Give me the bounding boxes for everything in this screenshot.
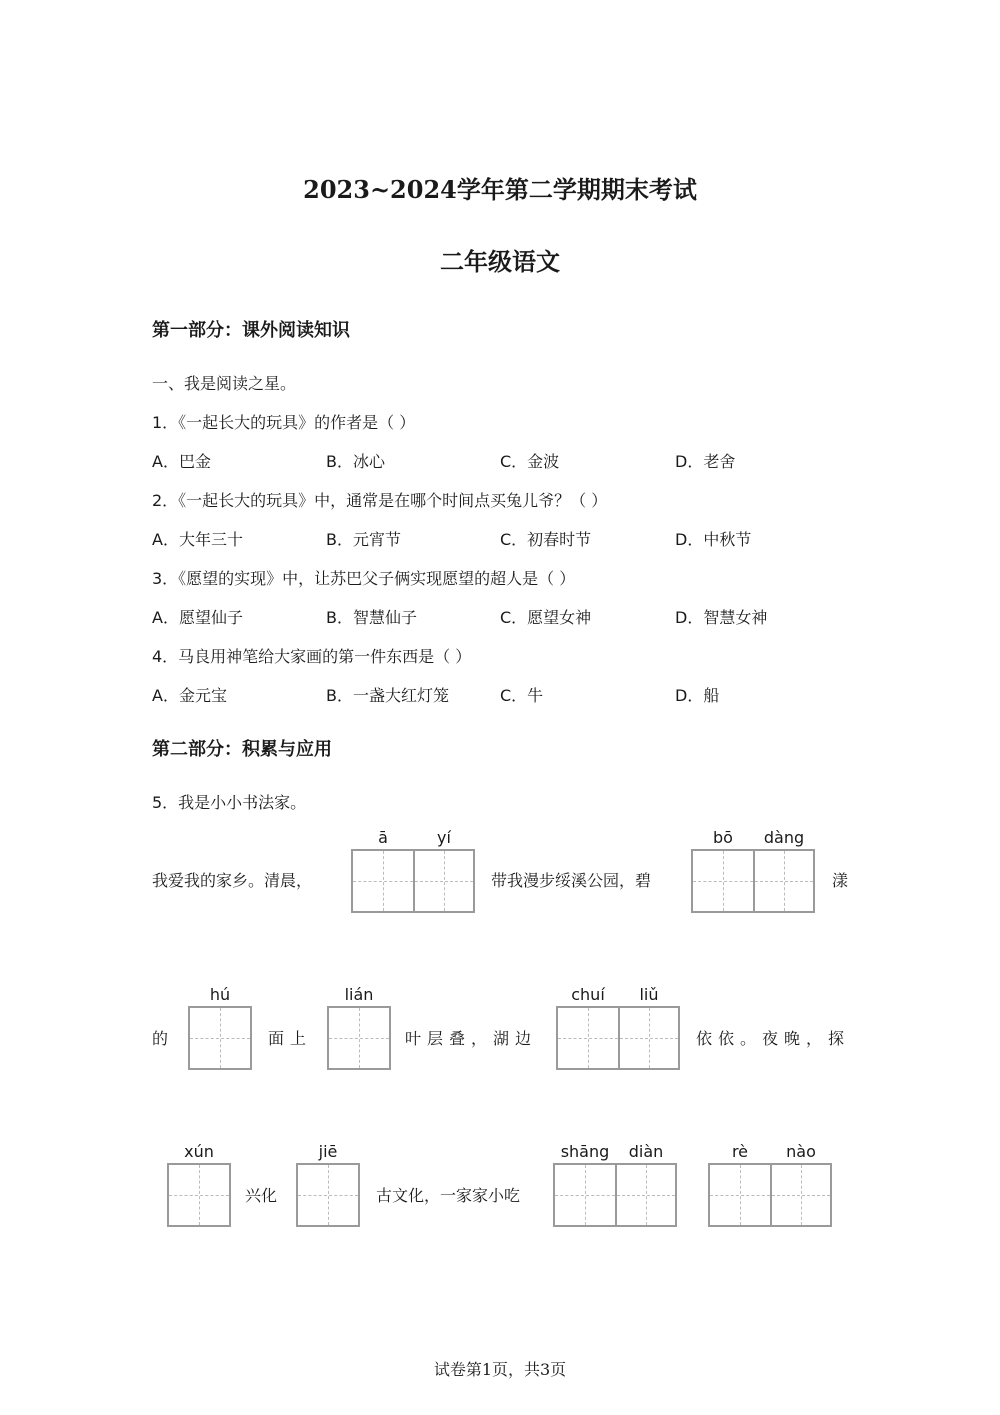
passage-text: 依依。夜晚，探	[696, 1029, 851, 1048]
passage-text: 的	[152, 1029, 169, 1048]
question-4-option-d[interactable]: D．船	[675, 686, 720, 705]
question-1-option-a[interactable]: A．巴金	[152, 452, 211, 471]
pinyin-label: yí	[437, 828, 451, 847]
exam-title: 2023~2024学年第二学期期末考试	[303, 175, 697, 204]
writing-cell[interactable]	[329, 1008, 389, 1068]
passage-text: 面上	[268, 1029, 313, 1048]
pinyin-label: shāng	[560, 1142, 610, 1161]
question-2-option-c[interactable]: C．初春时节	[500, 530, 592, 549]
writing-grid-xun[interactable]	[167, 1163, 231, 1227]
pinyin-label: liǔ	[639, 985, 659, 1004]
writing-cell[interactable]	[413, 851, 473, 911]
pinyin-label: lián	[344, 985, 374, 1004]
writing-cell[interactable]	[753, 851, 813, 911]
pinyin-label: dàng	[763, 828, 805, 847]
pinyin-label: chuí	[571, 985, 605, 1004]
pinyin-label: nào	[786, 1142, 816, 1161]
writing-cell[interactable]	[169, 1165, 229, 1225]
pinyin-label: xún	[184, 1142, 214, 1161]
question-3-option-d[interactable]: D．智慧女神	[675, 608, 768, 627]
writing-grid-jie[interactable]	[296, 1163, 360, 1227]
question-3-option-c[interactable]: C．愿望女神	[500, 608, 592, 627]
writing-grid-hu[interactable]	[188, 1006, 252, 1070]
pinyin-label: hú	[209, 985, 231, 1004]
writing-cell[interactable]	[555, 1165, 615, 1225]
writing-cell[interactable]	[618, 1008, 678, 1068]
question-1-option-b[interactable]: B．冰心	[326, 452, 385, 471]
question-2-option-d[interactable]: D．中秋节	[675, 530, 752, 549]
passage-text: 带我漫步绥溪公园，碧	[491, 871, 652, 890]
writing-cell[interactable]	[770, 1165, 830, 1225]
question-4-option-c[interactable]: C．牛	[500, 686, 544, 705]
question-2-stem: 2．《一起长大的玩具》中，通常是在哪个时间点买兔儿爷？（ ）	[152, 491, 608, 510]
question-3-stem: 3．《愿望的实现》中，让苏巴父子俩实现愿望的超人是（ ）	[152, 569, 576, 588]
question-1-option-c[interactable]: C．金波	[500, 452, 560, 471]
question-4-option-a[interactable]: A．金元宝	[152, 686, 227, 705]
pinyin-label: jiē	[318, 1142, 338, 1161]
page-footer: 试卷第1页，共3页	[433, 1360, 567, 1379]
writing-grid-chui-liu[interactable]	[556, 1006, 680, 1070]
question-4-stem: 4．马良用神笔给大家画的第一件东西是（ ）	[152, 647, 472, 666]
writing-cell[interactable]	[353, 851, 413, 911]
writing-grid-lian[interactable]	[327, 1006, 391, 1070]
question-5-stem: 5．我是小小书法家。	[152, 793, 307, 812]
question-2-option-a[interactable]: A．大年三十	[152, 530, 243, 549]
passage-text: 叶层叠，湖边	[405, 1029, 538, 1048]
writing-cell[interactable]	[710, 1165, 770, 1225]
pinyin-label: ā	[378, 828, 388, 847]
question-2-option-b[interactable]: B．元宵节	[326, 530, 401, 549]
passage-text: 我爱我的家乡。清晨，	[152, 871, 313, 890]
writing-cell[interactable]	[298, 1165, 358, 1225]
passage-text: 古文化，一家家小吃	[376, 1186, 521, 1205]
writing-cell[interactable]	[693, 851, 753, 911]
part1-heading: 第一部分：课外阅读知识	[152, 320, 350, 341]
pinyin-label: bō	[713, 828, 733, 847]
question-1-stem: 1．《一起长大的玩具》的作者是（ ）	[152, 413, 416, 432]
question-1-option-d[interactable]: D．老舍	[675, 452, 736, 471]
subject-title: 二年级语文	[440, 247, 560, 276]
writing-grid-shang-dian[interactable]	[553, 1163, 677, 1227]
question-3-option-a[interactable]: A．愿望仙子	[152, 608, 243, 627]
writing-grid-re-nao[interactable]	[708, 1163, 832, 1227]
writing-grid-bo-dang[interactable]	[691, 849, 815, 913]
writing-grid-a-yi[interactable]	[351, 849, 475, 913]
part2-heading: 第二部分：积累与应用	[152, 739, 332, 760]
passage-text: 兴化	[245, 1186, 278, 1205]
part1-intro: 一、我是阅读之星。	[152, 374, 297, 393]
question-3-option-b[interactable]: B．智慧仙子	[326, 608, 417, 627]
writing-cell[interactable]	[615, 1165, 675, 1225]
writing-cell[interactable]	[558, 1008, 618, 1068]
pinyin-label: rè	[731, 1142, 749, 1161]
pinyin-label: diàn	[628, 1142, 664, 1161]
question-4-option-b[interactable]: B．一盏大红灯笼	[326, 686, 449, 705]
passage-text: 漾	[832, 871, 849, 890]
writing-cell[interactable]	[190, 1008, 250, 1068]
